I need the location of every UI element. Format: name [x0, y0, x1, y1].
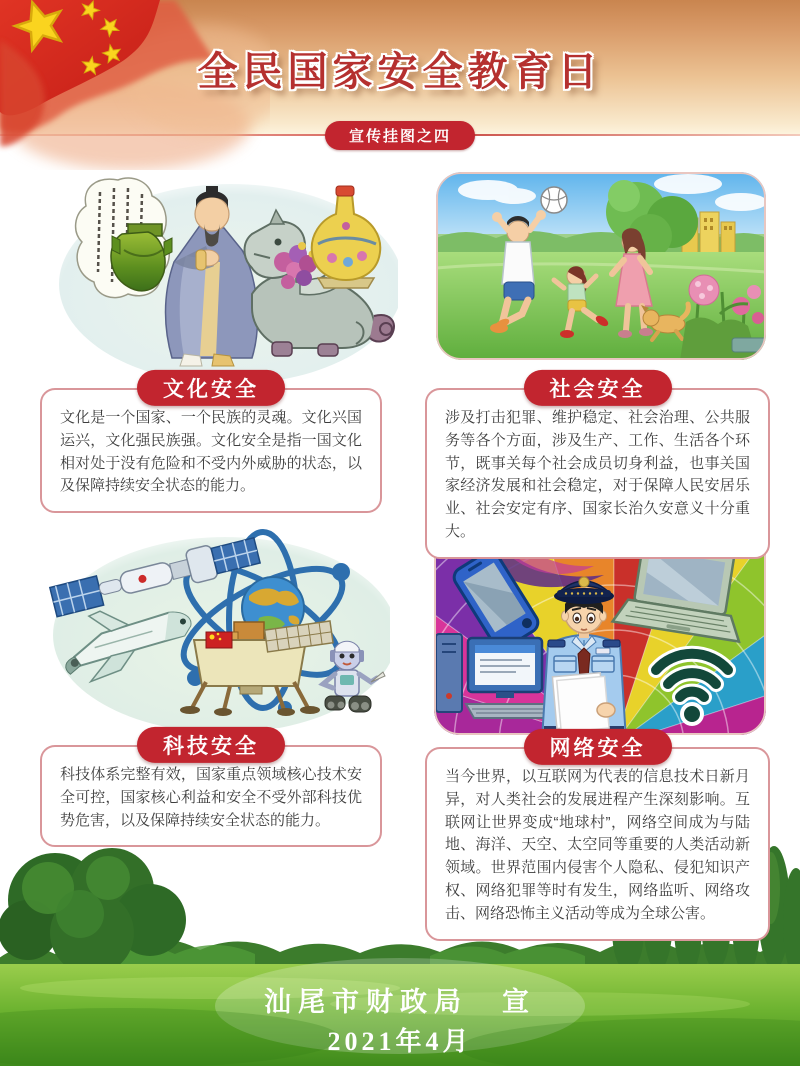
section-title-society: 社会安全: [524, 370, 672, 406]
publisher-line: 汕尾市财政局 宣: [264, 987, 536, 1017]
section-box-culture: [40, 376, 382, 513]
section-body-culture: 文化是一个国家、一个民族的灵魂。文化兴国运兴，文化强民族强。文化安全是指一国文化相对处于没有危险和不受内外威胁的状态，以及保障持续安全状态的能力。: [60, 409, 362, 495]
society-illustration: [436, 172, 766, 360]
section-title-culture: 文化安全: [137, 370, 285, 406]
technology-illustration: [45, 520, 390, 728]
footer-credit: [0, 980, 800, 1058]
desktop-computer-icon: [436, 634, 554, 718]
section-body-network: 当今世界，以互联网为代表的信息技术日新月异，对人类社会的发展进程产生深刻影响。互联网让世界变成“地球村”，网络空间成为与陆地、海洋、天空、太空同等重要的人类活动新领域。世界范围内侵害个人隐私、侵犯知识产权、网络犯罪等时有发生，网络监听、网络攻击、网络恐怖主义活动等成为全球公害。: [445, 768, 750, 922]
section-title-network: 网络安全: [524, 729, 672, 765]
volleyball-icon: [541, 187, 567, 213]
network-illustration: [434, 530, 766, 735]
culture-illustration: [56, 166, 398, 380]
page-title: 全民国家安全教育日: [197, 49, 603, 94]
section-title-technology: 科技安全: [137, 727, 285, 763]
section-body-technology: 科技体系完整有效，国家重点领域核心技术安全可控，国家核心利益和安全不受外部科技优势危害，以及保障持续安全状态的能力。: [60, 766, 362, 829]
section-body-society: 涉及打击犯罪、维护稳定、社会治理、公共服务等各个方面，涉及生产、工作、生活各个环节，既事关每个社会成员切身利益，也事关国家经济发展和社会稳定，对于保障人民安居乐业、社会安定有序、国家长治久安意义十分重大。: [445, 409, 750, 540]
date-line: 2021年4月: [327, 1027, 473, 1056]
section-box-society: [425, 376, 770, 559]
banner-badge: 宣传挂图之四: [325, 121, 475, 150]
section-box-network: [425, 735, 770, 941]
section-box-technology: [40, 733, 382, 847]
